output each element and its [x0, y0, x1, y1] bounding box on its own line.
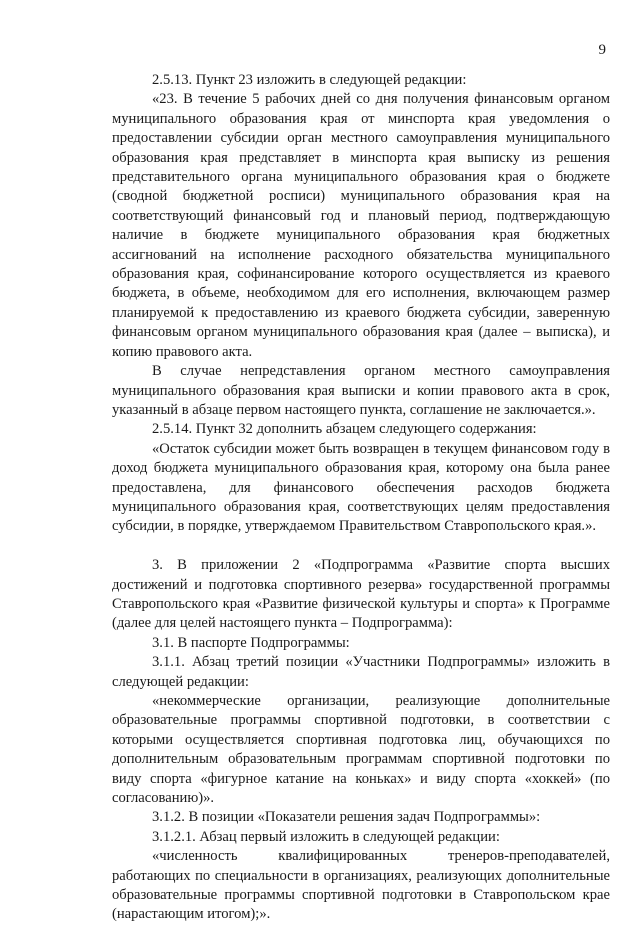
paragraph-item-23-second: В случае непредставления органом местного самоуправления муниципального образования края выписки и копии правового акта в срок, указанный в абзаце первом настоящего пункта, соглашение не заключается.». — [112, 363, 610, 418]
paragraph-2-5-13: 2.5.13. Пункт 23 изложить в следующей редакции: — [152, 72, 467, 88]
paragraph-2-5-14: 2.5.14. Пункт 32 дополнить абзацем следующего содержания: — [152, 421, 537, 438]
paragraph-coaches-count: «численность квалифицированных тренеров-преподавателей, работающих по специальности в организациях, реализующих дополнительные образовательные программы спортивной подготовки в Ставропольском крае (нарастающим итогом);». — [112, 848, 610, 923]
paragraph-3-1: 3.1. В паспорте Подпрограммы: — [152, 634, 350, 651]
paragraph-subsidy-balance: «Остаток субсидии может быть возвращен в текущем финансовом году в доход бюджета муниципального образования края, которому она была ранее предоставлена, для финансового обеспечения расходов бюджета муниципального образования края, соответствующих целям предоставления субсидии, в порядке, утверждаемом Правительством Ставропольского края.». — [112, 440, 610, 535]
paragraph-participants-text: «некоммерческие организации, реализующие дополнительные образовательные программы спортивной подготовки, в соответствии с которыми осуществляется спортивная подготовка лиц, обучающихся по дополнительным образовательным программам спортивной подготовки по виду спорта «фигурное катание на коньках» и виду спорта «хоккей» (по согласованию)». — [112, 692, 610, 807]
document-body — [112, 71, 610, 925]
paragraph-3-1-1: 3.1.1. Абзац третий позиции «Участники Подпрограммы» изложить в следующей редакции: — [112, 654, 610, 690]
paragraph-section-3: 3. В приложении 2 «Подпрограмма «Развитие спорта высших достижений и подготовка спортивного резерва» государственной программы Ставропольского края «Развитие физической культуры и спорта» к Программе (далее для целей настоящего пункта – Подпрограмма): — [112, 557, 610, 632]
paragraph-3-1-2-1: 3.1.2.1. Абзац первый изложить в следующей редакции: — [152, 828, 500, 845]
paragraph-3-1-2: 3.1.2. В позиции «Показатели решения задач Подпрограммы»: — [152, 809, 541, 826]
paragraph-item-23: «23. В течение 5 рабочих дней со дня получения финансовым органом муниципального образования края от минспорта края уведомления о предоставлении субсидии орган местного самоуправления муниципального образования края представляет в минспорта края выписку из решения представительного органа муниципального образования края о бюджете (сводной бюджетной росписи) муниципального образования края на соответствующий финансовый год и плановый период, подтверждающую наличие в бюджете муниципального образования края бюджетных ассигнований на исполнение расходного обязательства муниципального образования края, софинансирование которого осуществляется из краевого бюджета, в объеме, необходимом для его исполнения, включающем размер планируемой к предоставлению из краевого бюджета субсидии, заверенную финансовым органом муниципального образования края (далее – выписка), и копию правового акта. — [112, 91, 610, 360]
page-number: 9 — [598, 42, 606, 58]
